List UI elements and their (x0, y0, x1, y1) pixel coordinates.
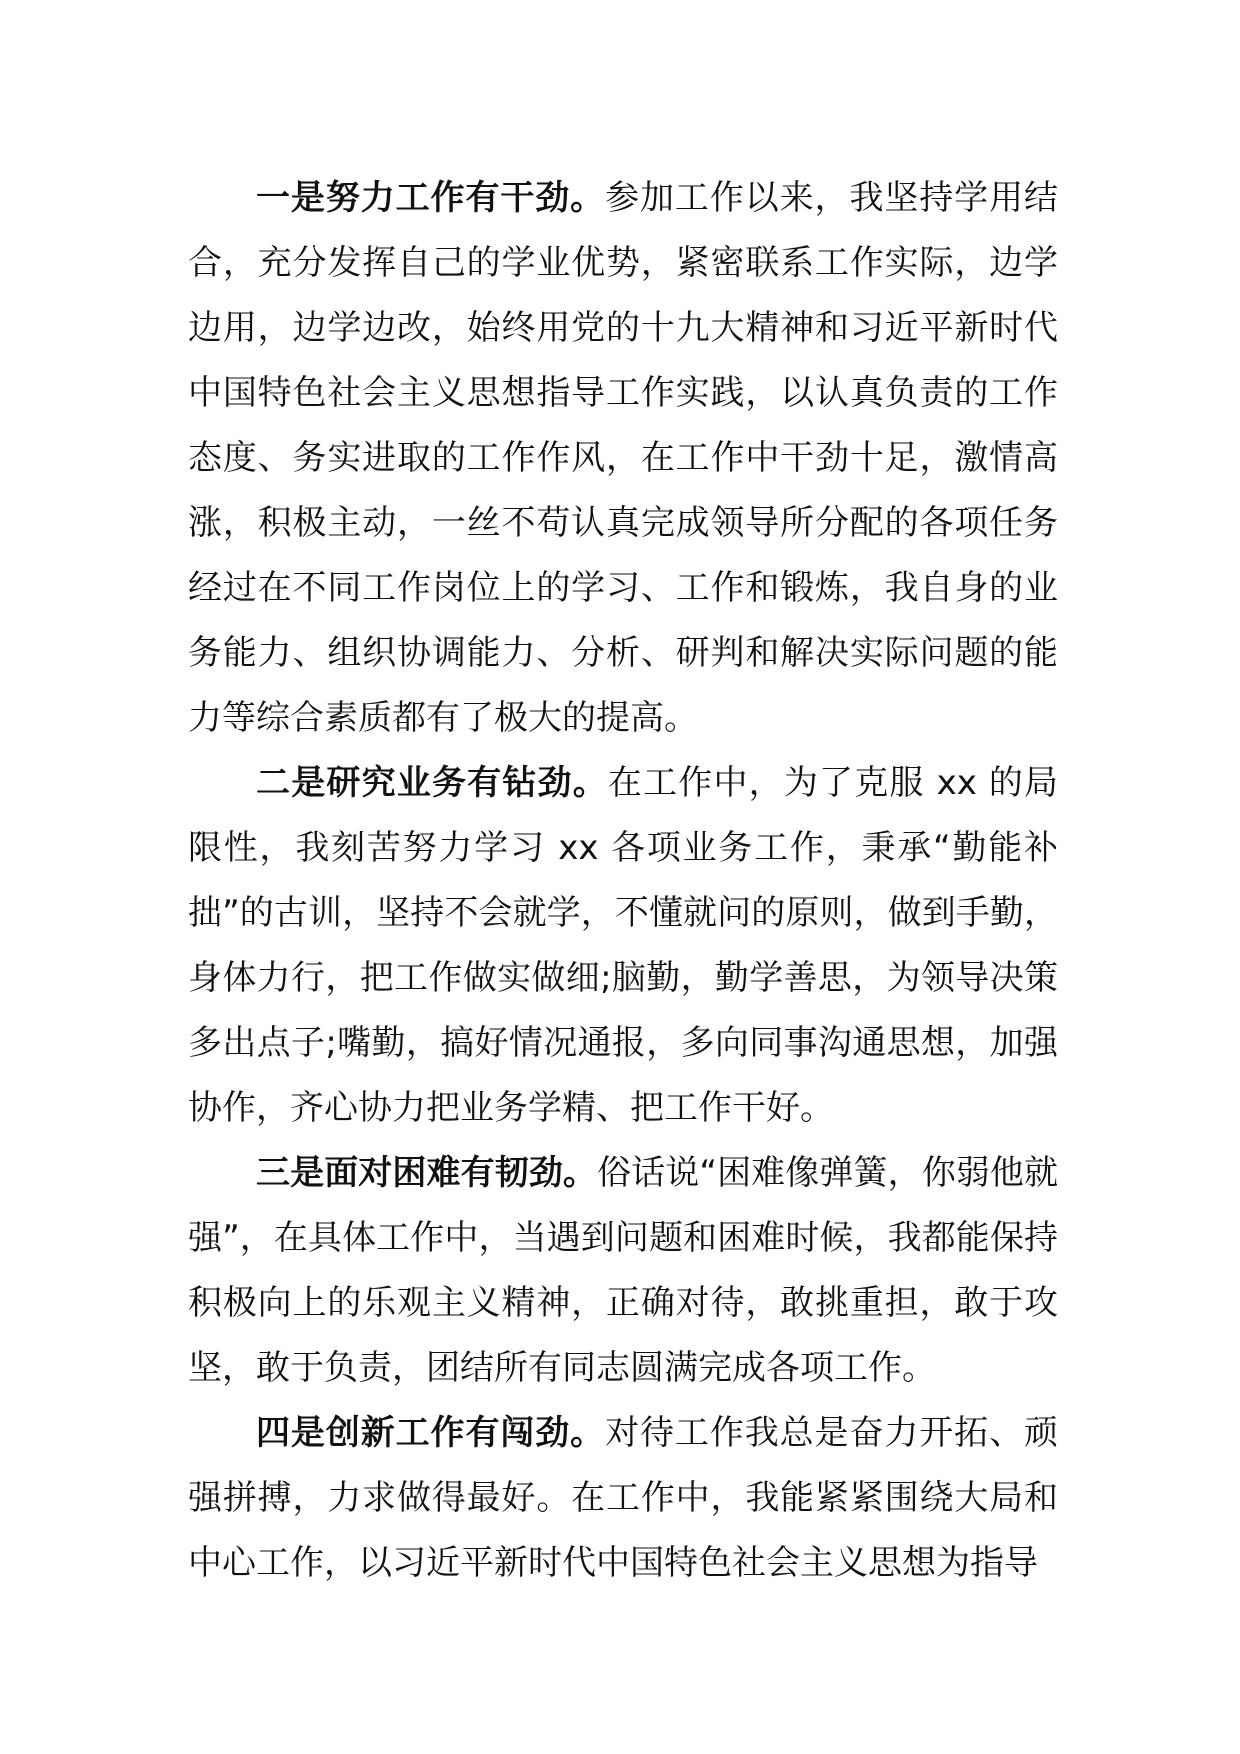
paragraph-4 (188, 1401, 1058, 1596)
paragraph-1-text: 参加工作以来，我坚持学用结合，充分发挥自己的学业优势，紧密联系工作实际，边学边用，边学边改，始终用党的十九大精神和习近平新时代中国特色社会主义思想指导工作实践，以认真负责的工作态度、务实进取的工作作风，在工作中干劲十足，激情高涨，积极主动，一丝不苟认真完成领导所分配的各项任务经过在不同工作岗位上的学习、工作和锻炼，我自身的业务能力、组织协调能力、分析、研判和解决实际问题的能力等综合素质都有了极大的提高。 (188, 178, 1059, 738)
paragraph-2-lead: 二是研究业务有钻劲。 (256, 763, 608, 803)
paragraph-3-text: 俗话说“困难像弹簧，你弱他就强”，在具体工作中，当遇到问题和困难时候，我都能保持积极向上的乐观主义精神，正确对待，敢挑重担，敢于攻坚，敢于负责，团结所有同志圆满完成各项工作。 (188, 1153, 1059, 1388)
paragraph-1-lead: 一是努力工作有干劲。 (256, 178, 606, 218)
paragraph-4-text: 对待工作我总是奋力开拓、顽强拼搏，力求做得最好。在工作中，我能紧紧围绕大局和中心工作，以习近平新时代中国特色社会主义思想为指导 (188, 1413, 1059, 1583)
paragraph-1 (188, 166, 1058, 751)
paragraph-3-lead: 三是面对困难有韧劲。 (256, 1153, 598, 1193)
paragraph-2 (188, 751, 1058, 1141)
paragraph-3 (188, 1141, 1058, 1401)
paragraph-4-lead: 四是创新工作有闯劲。 (256, 1413, 606, 1453)
document-body (188, 166, 1058, 1596)
paragraph-2-text: 在工作中，为了克服 xx 的局限性，我刻苦努力学习 xx 各项业务工作，秉承“勤能补拙”的古训，坚持不会就学，不懂就问的原则，做到手勤，身体力行，把工作做实做细;脑勤，勤学善思，为领导决策多出点子;嘴勤，搞好情况通报，多向同事沟通思想，加强协作，齐心协力把业务学精、把工作干好。 (188, 763, 1059, 1128)
